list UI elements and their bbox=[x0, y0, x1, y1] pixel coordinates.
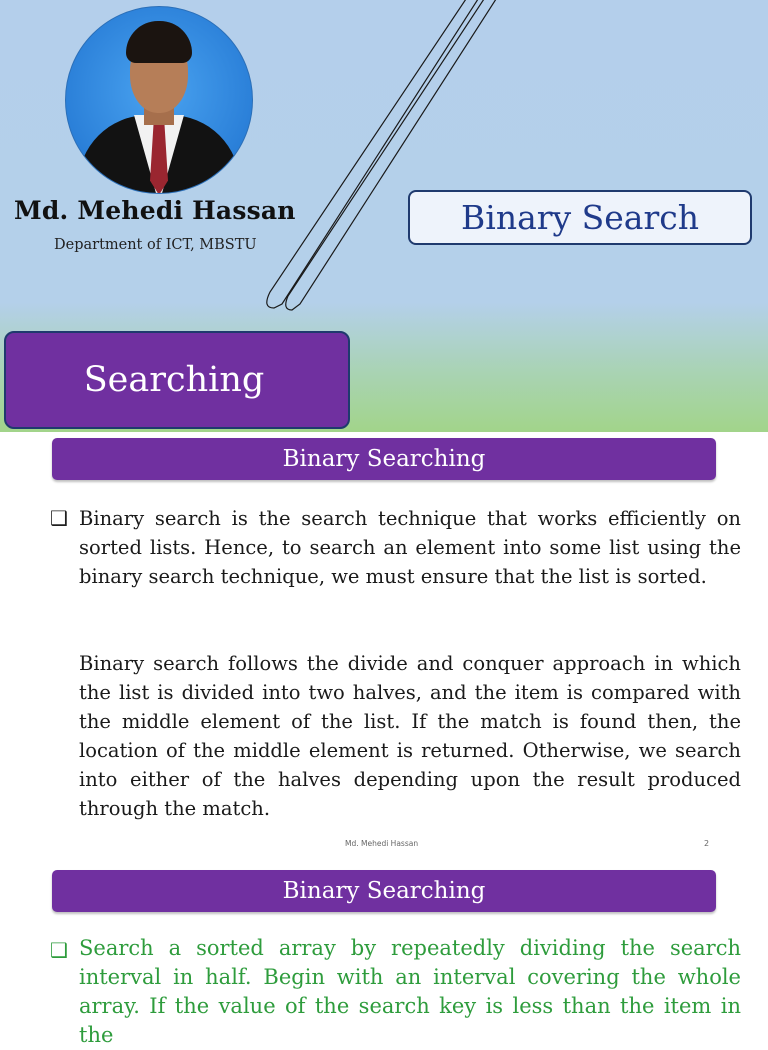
page-number: 2 bbox=[704, 839, 710, 848]
footer-author: Md. Mehedi Hassan bbox=[345, 839, 419, 848]
section-title-box bbox=[4, 331, 350, 429]
author-department: Department of ICT, MBSTU bbox=[54, 237, 257, 253]
slide-heading: Binary Searching bbox=[282, 446, 486, 472]
paragraph-2: Binary search follows the divide and conquer approach in which the list is divided into two halves, and the item is compared with the middle element of the list. If the match is found then, the location of the middle element is returned. Otherwise, we search into either of the halves depending upon the result produced through the match. bbox=[79, 652, 741, 820]
paragraph-1: Search a sorted array by repeatedly dividing the search interval in half. Begin with an interval covering the whole array. If the value of the search key is less than the item in the bbox=[79, 936, 741, 1047]
title-slide bbox=[0, 0, 768, 432]
hollow-square-bullet-icon: ❑ bbox=[50, 938, 68, 962]
author-name: Md. Mehedi Hassan bbox=[14, 196, 296, 225]
topic-title-box bbox=[408, 190, 752, 245]
slide-heading: Binary Searching bbox=[282, 878, 486, 904]
section-title: Searching bbox=[83, 360, 265, 400]
topic-title: Binary Search bbox=[461, 198, 699, 237]
paragraph-1: Binary search is the search technique that works efficiently on sorted lists. Hence, to search an element into some list using the binary search technique, we must ensure that the list is sorted. bbox=[79, 507, 741, 588]
slide-heading-bar bbox=[52, 438, 716, 480]
hollow-square-bullet-icon: ❑ bbox=[50, 506, 68, 530]
slide-heading-bar bbox=[52, 870, 716, 912]
